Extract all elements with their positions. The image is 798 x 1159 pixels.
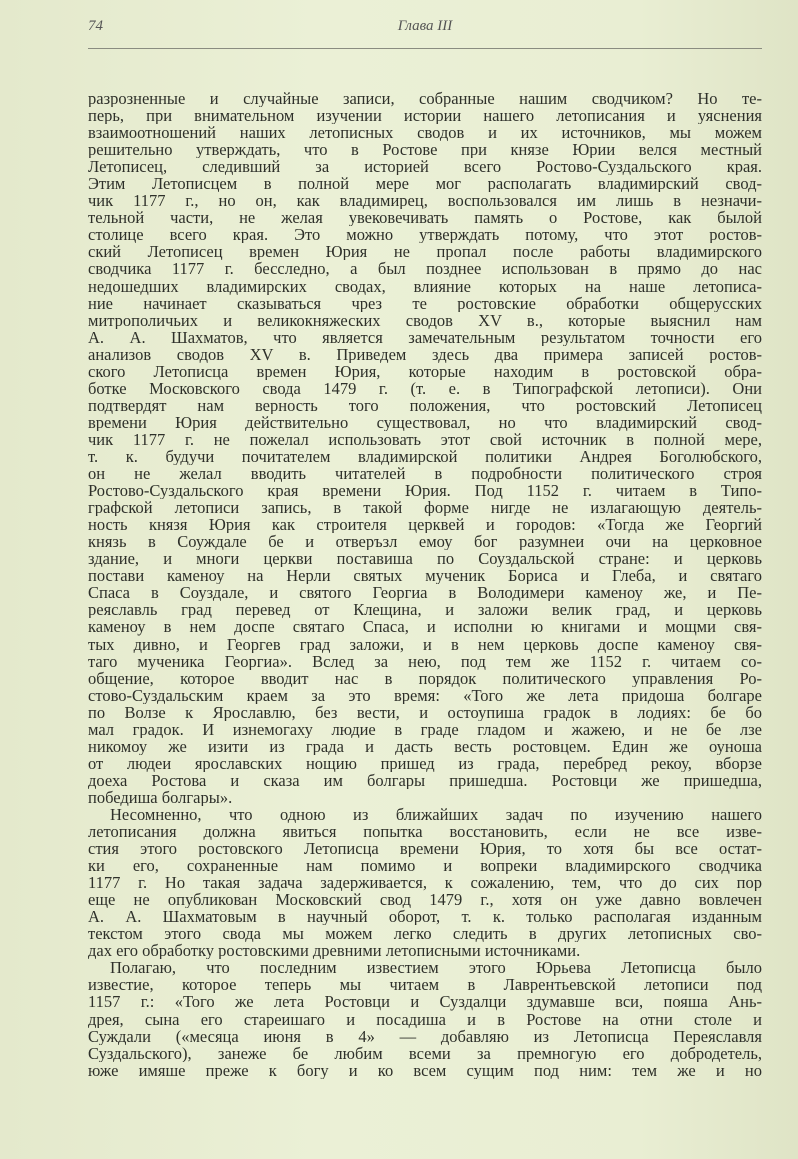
text-line: подтвердят нам верность того положения, что ростовский Летописец — [88, 396, 762, 414]
running-title: Глава III — [397, 18, 453, 34]
text-line: чик 1177 г. не пожелал использовать этот свой источник в полной мере, — [88, 430, 762, 448]
text-line: Несомненно, что одною из ближайших задач по изучению нашего — [110, 805, 762, 824]
running-header — [88, 14, 762, 38]
text-line: т. к. будучи почитателем владимирской политики Андрея Боголюбского, — [88, 447, 762, 466]
text-line: постави каменоу на Нерли святых мученик Бориса и Глеба, и святаго — [88, 567, 762, 585]
text-line: он не желал вводить читателей в подробности политического строя — [88, 465, 762, 483]
text-line: ность князя Юрия как строителя церквей и городов: «Тогда же Георгий — [88, 516, 762, 534]
text-line: разрозненные и случайные записи, собранные нашим сводчиком? Но те- — [88, 90, 762, 108]
text-line: дрея, сына его стареишаго и посадиша и в Ростове на отни столе и — [88, 1010, 762, 1028]
paragraph — [88, 959, 762, 1078]
text-line: стия этого ростовского Летописца времени Юрия, то хотя бы все остат- — [88, 840, 762, 858]
text-line: А. А. Шахматов, что является замечательным результатом точности его — [88, 328, 762, 346]
paragraph — [88, 806, 762, 959]
text-line: ние начинает сказываться чрез те ростовские обработки общерусских — [88, 294, 762, 312]
text-line: тельной части, не желая увековечивать память о Ростове, как былой — [88, 209, 762, 227]
text-line: ботке Московского свода 1479 г. (т. е. в Типографской летописи). Они — [88, 379, 762, 397]
text-line: решительно утверждать, что в Ростове при князе Юрии велся местный — [88, 141, 762, 159]
text-line: сводчика 1177 г. бесследно, а был позднее использован в прямо до нас — [88, 260, 762, 278]
text-line: еще не опубликован Московский свод 1479 г., хотя он уже давно вовлечен — [88, 891, 762, 909]
text-line: реяславль град перевед от Клещина, и заложи велик град, и церковь — [88, 601, 762, 619]
header-rule — [88, 48, 762, 49]
text-line: доеха Ростова и сказа им болгары пришедша. Ростовци же пришедша, — [88, 771, 762, 789]
text-line: общение, которое вводит нас в порядок политического управления Ро- — [88, 669, 762, 687]
text-line: А. А. Шахматовым в научный оборот, т. к. только располагая изданным — [88, 908, 762, 926]
text-line: никомоу же изити из града и дасть весть ростовцем. Един же оуноша — [88, 737, 762, 755]
text-line: Спаса в Соуздале, и святого Георгиа в Володимери каменоу же, и Пе- — [88, 584, 762, 602]
text-line: текстом этого свода мы можем легко следить в других летописных сво- — [88, 925, 762, 943]
text-line: взаимоотношений наших летописных сводов и их источников, мы можем — [88, 124, 762, 142]
page-number: 74 — [88, 18, 103, 34]
paragraph — [88, 90, 762, 806]
text-line: перь, при внимательном изучении истории нашего летописания и уяснения — [88, 107, 762, 125]
text-line: здание, и многи церкви поставиша по Соуздальской стране: и церковь — [88, 550, 762, 568]
text-line: Суждали («месяца июня в 4» — добавляю из Летописца Переяславля — [88, 1027, 762, 1045]
text-line: князь в Соуждале бе и отверъзл емоу бог разумнеи очи на церковное — [88, 533, 762, 551]
text-line: Летописец, следивший за историей всего Ростово-Суздальского края. — [88, 158, 762, 176]
text-line: Суздальского), занеже бе любим всеми за премногую его добродетель, — [88, 1044, 762, 1062]
text-line: ского Летописца времен Юрия, которые находим в ростовской обра- — [88, 362, 762, 380]
text-line: стово-Суздальским краем за это время: «Того же лета придоша болгаре — [88, 686, 762, 704]
body-text — [88, 90, 762, 1079]
text-line: графской летописи запись, в такой форме нигде не излагающую деятель- — [88, 499, 762, 517]
text-line: столице всего края. Это можно утверждать потому, что этот ростов- — [88, 226, 762, 244]
text-line: юже имяше преже к богу и ко всем сущим под ним: тем же и но — [88, 1061, 762, 1079]
text-line: мал градок. И изнемогаху людие в граде гладом и жажею, и не бе лзе — [88, 720, 762, 738]
text-line: Полагаю, что последним известием этого Юрьева Летописца было — [110, 959, 762, 977]
text-line: таго мученика Георгиа». Вслед за нею, под тем же 1152 г. читаем со- — [88, 652, 762, 670]
text-line: Этим Летописцем в полной мере мог располагать владимирский свод- — [88, 175, 762, 193]
text-line: Ростово-Суздальского края времени Юрия. Под 1152 г. читаем в Типо- — [88, 482, 762, 500]
text-line: ки его, сохраненные нам помимо и вопреки владимирского сводчика — [88, 857, 762, 875]
text-line: митрополичьих и великокняжеских сводов XV в., которые выяснил нам — [88, 311, 762, 329]
text-line: по Волзе к Ярославлю, без вести, и остоупиша градок в лодиях: бе бо — [88, 703, 762, 721]
text-line: каменоу в нем доспе святаго Спаса, и исполни ю книгами и мощми свя- — [88, 618, 762, 636]
text-line: чик 1177 г., но он, как владимирец, воспользовался им лишь в незначи- — [88, 192, 762, 210]
text-line: анализов сводов XV в. Приведем здесь два примера записей ростов- — [88, 345, 762, 363]
text-line: летописания должна явиться попытка восстановить, если не все изве- — [88, 823, 762, 841]
text-line: времени Юрия действительно существовал, но что владимирский свод- — [88, 413, 762, 431]
text-line: недошедших владимирских сводах, влияние которых на наше летописа- — [88, 277, 762, 295]
text-line: дах его обработку ростовскими древними летописными источниками. — [88, 942, 581, 960]
text-line: победиша болгары». — [88, 788, 233, 806]
text-line: тых дивно, и Георгев град заложи, и в нем церковь доспе каменоу свя- — [88, 635, 762, 653]
text-line: 1157 г.: «Того же лета Ростовци и Суздалци здумавше вси, пояша Ань- — [88, 993, 762, 1011]
text-line: ский Летописец времен Юрия не пропал после работы владимирского — [88, 243, 762, 261]
text-line: от людеи ярославских нощию пришед из града, перебред рекоу, вборзе — [88, 754, 762, 772]
text-line: известие, которое теперь мы читаем в Лаврентьевской летописи под — [88, 976, 762, 994]
text-line: 1177 г. Но такая задача задерживается, к сожалению, тем, что до сих пор — [88, 874, 762, 892]
